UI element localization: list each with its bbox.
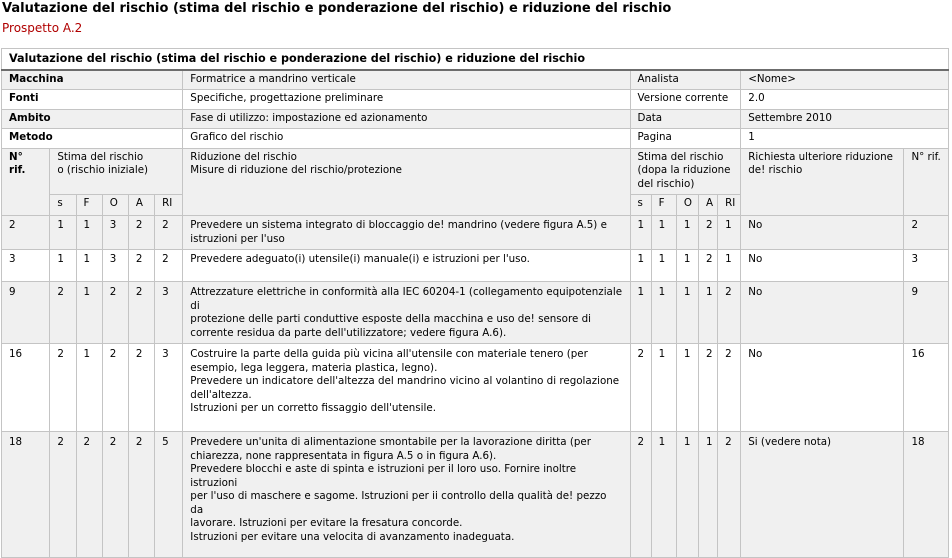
cell-f: 1 bbox=[76, 216, 102, 250]
cell-ri2: 2 bbox=[718, 344, 741, 432]
cell-a2: 1 bbox=[698, 282, 717, 344]
cell-richiesta: No bbox=[741, 216, 904, 250]
cell-ri: 5 bbox=[155, 432, 183, 558]
subheader-s2: s bbox=[630, 195, 651, 216]
cell-a: 2 bbox=[128, 282, 154, 344]
page-subtitle: Prospetto A.2 bbox=[2, 21, 83, 35]
cell-ri: 2 bbox=[155, 216, 183, 250]
cell-measure: Costruire la parte della guida più vicina all'utensile con materiale tenero (per esempio, lega leggera, materia plastica, legno). Prevedere un indicatore dell'altezza del mandrino vicino al volantino di regolazione dell'altezza. Istruzioni per un corretto fissaggio dell'utensile. bbox=[183, 344, 630, 432]
cell-nrif2: 9 bbox=[904, 282, 949, 344]
cell-a: 2 bbox=[128, 432, 154, 558]
table-row bbox=[2, 250, 949, 282]
info-value2: 1 bbox=[741, 129, 949, 149]
header-riduzione: Riduzione del rischio Misure di riduzione del rischio/protezione bbox=[183, 148, 630, 216]
cell-nrif2: 3 bbox=[904, 250, 949, 282]
cell-o: 2 bbox=[102, 432, 128, 558]
page-title: Valutazione del rischio (stima del rischio e ponderazione del rischio) e riduzione del rischio bbox=[2, 1, 672, 16]
cell-ri2: 1 bbox=[718, 216, 741, 250]
cell-ri: 3 bbox=[155, 344, 183, 432]
cell-measure: Attrezzature elettriche in conformità alla IEC 60204-1 (collegamento equipotenziale di protezione delle parti conduttive esposte della macchina e uso de! sensore di corrente residua da parte dell'utilizzatore; vedere figura A.6). bbox=[183, 282, 630, 344]
cell-f2: 1 bbox=[651, 250, 676, 282]
info-value: Grafico del rischio bbox=[183, 129, 630, 149]
table-title: Valutazione del rischio (stima del rischio e ponderazione del rischio) e riduzione del rischio bbox=[2, 49, 949, 70]
header-stima-dopo: Stima del rischio (dopa la riduzione del rischio) bbox=[630, 148, 741, 195]
cell-nrif2: 16 bbox=[904, 344, 949, 432]
cell-f2: 1 bbox=[651, 282, 676, 344]
cell-f: 1 bbox=[76, 344, 102, 432]
info-label: Fonti bbox=[2, 90, 183, 110]
cell-s: 1 bbox=[50, 250, 76, 282]
cell-a2: 2 bbox=[698, 344, 717, 432]
cell-s2: 1 bbox=[630, 216, 651, 250]
subheader-f: F bbox=[76, 195, 102, 216]
cell-a2: 1 bbox=[698, 432, 717, 558]
cell-s: 2 bbox=[50, 432, 76, 558]
cell-a2: 2 bbox=[698, 216, 717, 250]
cell-s2: 1 bbox=[630, 282, 651, 344]
cell-nrif: 2 bbox=[2, 216, 50, 250]
cell-measure: Prevedere un sistema integrato di bloccaggio de! mandrino (vedere figura A.5) e istruzioni per l'uso bbox=[183, 216, 630, 250]
cell-nrif: 9 bbox=[2, 282, 50, 344]
info-row-ambito bbox=[2, 109, 949, 129]
cell-ri2: 1 bbox=[718, 250, 741, 282]
cell-a: 2 bbox=[128, 250, 154, 282]
info-label2: Data bbox=[630, 109, 741, 129]
cell-nrif: 3 bbox=[2, 250, 50, 282]
info-label2: Pagina bbox=[630, 129, 741, 149]
cell-ri: 3 bbox=[155, 282, 183, 344]
info-row-macchina bbox=[2, 70, 949, 90]
subheader-ri2: RI bbox=[718, 195, 741, 216]
header-nrif: N° rif. bbox=[2, 148, 50, 216]
info-value2: <Nome> bbox=[741, 70, 949, 90]
cell-ri2: 2 bbox=[718, 432, 741, 558]
info-value2: 2.0 bbox=[741, 90, 949, 110]
info-value: Formatrice a mandrino verticale bbox=[183, 70, 630, 90]
info-value: Specifiche, progettazione preliminare bbox=[183, 90, 630, 110]
subheader-a: A bbox=[128, 195, 154, 216]
info-label: Metodo bbox=[2, 129, 183, 149]
cell-nrif: 18 bbox=[2, 432, 50, 558]
cell-measure: Prevedere adeguato(i) utensile(i) manuale(i) e istruzioni per l'uso. bbox=[183, 250, 630, 282]
cell-o2: 1 bbox=[676, 216, 698, 250]
cell-o2: 1 bbox=[676, 344, 698, 432]
subheader-a2: A bbox=[698, 195, 717, 216]
cell-a: 2 bbox=[128, 344, 154, 432]
cell-s2: 1 bbox=[630, 250, 651, 282]
cell-nrif2: 2 bbox=[904, 216, 949, 250]
cell-f: 1 bbox=[76, 282, 102, 344]
info-value: Fase di utilizzo: impostazione ed azionamento bbox=[183, 109, 630, 129]
cell-s: 1 bbox=[50, 216, 76, 250]
cell-o: 3 bbox=[102, 216, 128, 250]
header-stima-iniziale: Stima del rischio o (rischio iniziale) bbox=[50, 148, 183, 195]
cell-measure: Prevedere un'unita di alimentazione smontabile per la lavorazione diritta (per chiarezza, none rappresentata in figura A.5 o in figura A.6). Prevedere blocchi e aste di spinta e istruzioni per il loro uso. Fornire inoltre istruzioni per l'uso di maschere e sagome. Istruzioni per ii controllo della qualità de! pezzo da lavorare. Istruzioni per evitare la fresatura concorde. Istruzioni per evitare una velocita di avanzamento inadeguata. bbox=[183, 432, 630, 558]
table-row bbox=[2, 216, 949, 250]
cell-f2: 1 bbox=[651, 432, 676, 558]
cell-richiesta: No bbox=[741, 344, 904, 432]
cell-richiesta: No bbox=[741, 282, 904, 344]
table-row bbox=[2, 282, 949, 344]
cell-richiesta: Si (vedere nota) bbox=[741, 432, 904, 558]
cell-f2: 1 bbox=[651, 216, 676, 250]
cell-a: 2 bbox=[128, 216, 154, 250]
cell-a2: 2 bbox=[698, 250, 717, 282]
header-richiesta: Richiesta ulteriore riduzione de! rischio bbox=[741, 148, 904, 216]
info-label2: Analista bbox=[630, 70, 741, 90]
cell-o: 2 bbox=[102, 282, 128, 344]
cell-ri2: 2 bbox=[718, 282, 741, 344]
cell-o2: 1 bbox=[676, 250, 698, 282]
column-header-row bbox=[2, 148, 949, 195]
cell-o: 2 bbox=[102, 344, 128, 432]
risk-assessment-table bbox=[1, 48, 949, 558]
subheader-o: O bbox=[102, 195, 128, 216]
info-label2: Versione corrente bbox=[630, 90, 741, 110]
info-row-metodo bbox=[2, 129, 949, 149]
cell-o: 3 bbox=[102, 250, 128, 282]
info-value2: Settembre 2010 bbox=[741, 109, 949, 129]
info-label: Macchina bbox=[2, 70, 183, 90]
cell-f: 1 bbox=[76, 250, 102, 282]
subheader-ri: RI bbox=[155, 195, 183, 216]
info-row-fonti bbox=[2, 90, 949, 110]
cell-f: 2 bbox=[76, 432, 102, 558]
header-nrif2: N° rif. bbox=[904, 148, 949, 216]
cell-o2: 1 bbox=[676, 282, 698, 344]
cell-nrif2: 18 bbox=[904, 432, 949, 558]
cell-f2: 1 bbox=[651, 344, 676, 432]
table-row bbox=[2, 344, 949, 432]
subheader-s: s bbox=[50, 195, 76, 216]
cell-s: 2 bbox=[50, 282, 76, 344]
cell-s: 2 bbox=[50, 344, 76, 432]
cell-nrif: 16 bbox=[2, 344, 50, 432]
cell-richiesta: No bbox=[741, 250, 904, 282]
cell-ri: 2 bbox=[155, 250, 183, 282]
cell-s2: 2 bbox=[630, 432, 651, 558]
cell-s2: 2 bbox=[630, 344, 651, 432]
cell-o2: 1 bbox=[676, 432, 698, 558]
table-row bbox=[2, 432, 949, 558]
subheader-o2: O bbox=[676, 195, 698, 216]
subheader-f2: F bbox=[651, 195, 676, 216]
info-label: Ambito bbox=[2, 109, 183, 129]
